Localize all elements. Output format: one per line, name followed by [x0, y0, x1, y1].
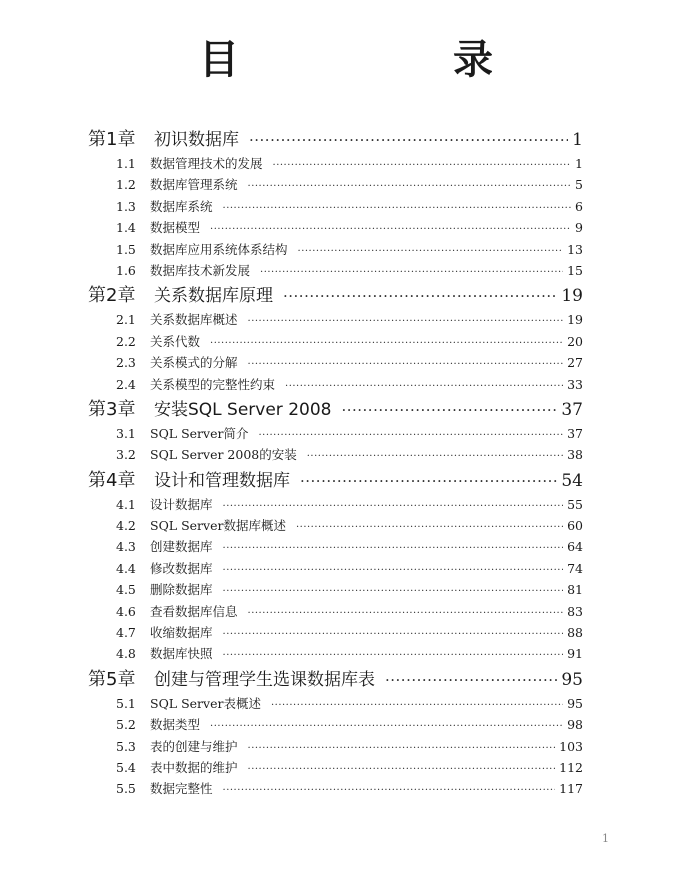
- section-title: 删除数据库: [150, 582, 213, 598]
- toc-section-entry[interactable]: [88, 217, 583, 238]
- section-page-number: 27: [567, 355, 583, 371]
- section-number: 1.6: [116, 262, 136, 278]
- section-page-number: 81: [567, 582, 583, 598]
- section-title: 查看数据库信息: [150, 603, 238, 619]
- section-page-number: 64: [567, 539, 583, 555]
- toc-section-entry[interactable]: [88, 736, 583, 757]
- dot-leader: [223, 198, 572, 219]
- dot-leader: [300, 468, 557, 494]
- section-page-number: 88: [567, 625, 583, 641]
- toc-section-entry[interactable]: [88, 643, 583, 664]
- chapter-page-number: 54: [561, 470, 583, 491]
- dot-leader: [223, 560, 564, 581]
- chapter-title: 安装SQL Server 2008: [154, 399, 332, 420]
- chapter-page-number: 37: [561, 399, 583, 420]
- section-title: 表的创建与维护: [150, 738, 238, 754]
- dot-leader: [248, 603, 564, 624]
- toc-section-entry[interactable]: [88, 352, 583, 373]
- dot-leader: [296, 517, 563, 538]
- chapter-title: 关系数据库原理: [154, 286, 273, 307]
- toc-section-entry[interactable]: [88, 444, 583, 465]
- toc-section-entry[interactable]: [88, 239, 583, 260]
- chapter-title: 创建与管理学生选课数据库表: [154, 669, 375, 690]
- section-number: 1.2: [116, 177, 136, 193]
- toc-section-entry[interactable]: [88, 693, 583, 714]
- section-number: 1.1: [116, 156, 136, 171]
- chapter-number: 第2章: [88, 285, 136, 307]
- chapter-title: 设计和管理数据库: [154, 470, 290, 491]
- toc-section-entry[interactable]: [88, 153, 583, 174]
- section-page-number: 95: [567, 695, 583, 711]
- dot-leader: [210, 219, 571, 240]
- chapter-page-number: 1: [572, 130, 583, 150]
- toc-section-entry[interactable]: [88, 196, 583, 217]
- section-number: 4.2: [116, 518, 136, 534]
- toc-section-entry[interactable]: [88, 423, 583, 444]
- section-page-number: 60: [567, 518, 583, 534]
- section-page-number: 5: [575, 177, 583, 193]
- section-number: 4.5: [116, 582, 136, 598]
- section-number: 5.1: [116, 695, 136, 711]
- section-title: 数据库快照: [150, 646, 213, 662]
- toc-section-entry[interactable]: [88, 622, 583, 643]
- dot-leader: [223, 624, 564, 645]
- section-page-number: 112: [559, 759, 583, 775]
- section-number: 2.1: [116, 312, 136, 328]
- toc-section-entry[interactable]: [88, 494, 583, 515]
- chapter-title: 初识数据库: [154, 130, 239, 150]
- toc-section-entry[interactable]: [88, 558, 583, 579]
- dot-leader: [341, 397, 557, 423]
- section-title: 关系模式的分解: [150, 355, 238, 371]
- section-title: 关系模型的完整性约束: [150, 376, 276, 392]
- section-number: 5.3: [116, 738, 136, 754]
- section-title: 数据模型: [150, 220, 201, 236]
- toc-section-entry[interactable]: [88, 714, 583, 735]
- section-page-number: 13: [567, 241, 583, 257]
- toc-chapter-entry[interactable]: [88, 468, 583, 494]
- section-title: 数据完整性: [150, 781, 213, 797]
- page-number: 1: [602, 832, 609, 845]
- section-page-number: 98: [567, 717, 583, 733]
- toc-section-entry[interactable]: [88, 331, 583, 352]
- toc-section-entry[interactable]: [88, 601, 583, 622]
- section-title: 关系数据库概述: [150, 312, 238, 328]
- section-number: 4.8: [116, 646, 136, 662]
- chapter-number: 第3章: [88, 398, 136, 420]
- section-title: 修改数据库: [150, 560, 213, 576]
- toc-section-entry[interactable]: [88, 757, 583, 778]
- section-page-number: 83: [567, 603, 583, 619]
- dot-leader: [223, 645, 564, 666]
- section-number: 4.3: [116, 539, 136, 555]
- dot-leader: [249, 127, 568, 153]
- section-title: SQL Server表概述: [150, 695, 261, 711]
- section-number: 1.3: [116, 198, 136, 214]
- section-number: 4.1: [116, 496, 136, 512]
- chapter-number: 第5章: [88, 668, 136, 690]
- chapter-page-number: 19: [561, 286, 583, 307]
- dot-leader: [248, 176, 572, 197]
- dot-leader: [285, 376, 563, 397]
- toc-section-entry[interactable]: [88, 515, 583, 536]
- toc-chapter-entry[interactable]: [88, 397, 583, 423]
- dot-leader: [248, 311, 564, 332]
- toc-section-entry[interactable]: [88, 260, 583, 281]
- dot-leader: [210, 716, 563, 737]
- dot-leader: [307, 446, 563, 467]
- section-number: 2.4: [116, 376, 136, 392]
- section-number: 2.2: [116, 333, 136, 349]
- section-number: 5.4: [116, 759, 136, 775]
- dot-leader: [298, 241, 564, 262]
- dot-leader: [260, 262, 563, 283]
- section-page-number: 117: [559, 781, 583, 797]
- section-number: 4.7: [116, 625, 136, 641]
- section-number: 5.2: [116, 717, 136, 733]
- section-page-number: 6: [575, 198, 583, 214]
- section-title: 创建数据库: [150, 539, 213, 555]
- chapter-page-number: 95: [561, 669, 583, 690]
- section-page-number: 19: [567, 312, 583, 328]
- section-title: 数据库管理系统: [150, 177, 238, 193]
- section-title: SQL Server简介: [150, 425, 249, 441]
- dot-leader: [271, 695, 563, 716]
- dot-leader: [210, 333, 563, 354]
- toc-chapter-entry[interactable]: [88, 667, 583, 693]
- section-page-number: 1: [575, 156, 583, 171]
- section-number: 5.5: [116, 781, 136, 797]
- dot-leader: [223, 581, 564, 602]
- toc-section-entry[interactable]: [88, 778, 583, 799]
- section-page-number: 55: [567, 496, 583, 512]
- chapter-number: 第1章: [88, 129, 136, 150]
- dot-leader: [273, 155, 572, 176]
- section-number: 4.4: [116, 560, 136, 576]
- section-page-number: 20: [567, 333, 583, 349]
- section-page-number: 33: [567, 376, 583, 392]
- toc-section-entry[interactable]: [88, 374, 583, 395]
- chapter-number: 第4章: [88, 469, 136, 491]
- section-number: 3.1: [116, 425, 136, 441]
- section-title: 数据管理技术的发展: [150, 156, 263, 171]
- section-number: 1.4: [116, 220, 136, 236]
- section-title: 设计数据库: [150, 496, 213, 512]
- dot-leader: [223, 538, 564, 559]
- toc-section-entry[interactable]: [88, 309, 583, 330]
- dot-leader: [223, 496, 564, 517]
- section-page-number: 9: [575, 220, 583, 236]
- section-title: 关系代数: [150, 333, 201, 349]
- dot-leader: [248, 354, 564, 375]
- table-of-contents: [88, 127, 583, 800]
- section-title: 收缩数据库: [150, 625, 213, 641]
- dot-leader: [223, 780, 556, 801]
- section-number: 2.3: [116, 355, 136, 371]
- section-page-number: 103: [559, 738, 583, 754]
- dot-leader: [258, 425, 563, 446]
- toc-chapter-entry[interactable]: [88, 283, 583, 309]
- toc-section-entry[interactable]: [88, 536, 583, 557]
- page-title: 目 录: [199, 36, 593, 83]
- dot-leader: [248, 738, 556, 759]
- section-title: 数据库技术新发展: [150, 262, 251, 278]
- section-title: 数据库应用系统体系结构: [150, 241, 288, 257]
- section-title: 表中数据的维护: [150, 759, 238, 775]
- section-page-number: 37: [567, 425, 583, 441]
- section-page-number: 15: [567, 262, 583, 278]
- section-title: SQL Server 2008的安装: [150, 447, 297, 463]
- dot-leader: [283, 283, 557, 309]
- section-number: 4.6: [116, 603, 136, 619]
- dot-leader: [248, 759, 556, 780]
- section-title: SQL Server数据库概述: [150, 518, 286, 534]
- toc-section-entry[interactable]: [88, 174, 583, 195]
- section-number: 3.2: [116, 447, 136, 463]
- section-number: 1.5: [116, 241, 136, 257]
- section-page-number: 38: [567, 447, 583, 463]
- section-title: 数据库系统: [150, 198, 213, 214]
- dot-leader: [385, 667, 557, 693]
- section-title: 数据类型: [150, 717, 201, 733]
- toc-section-entry[interactable]: [88, 579, 583, 600]
- section-page-number: 74: [567, 560, 583, 576]
- toc-chapter-entry[interactable]: [88, 127, 583, 153]
- section-page-number: 91: [567, 646, 583, 662]
